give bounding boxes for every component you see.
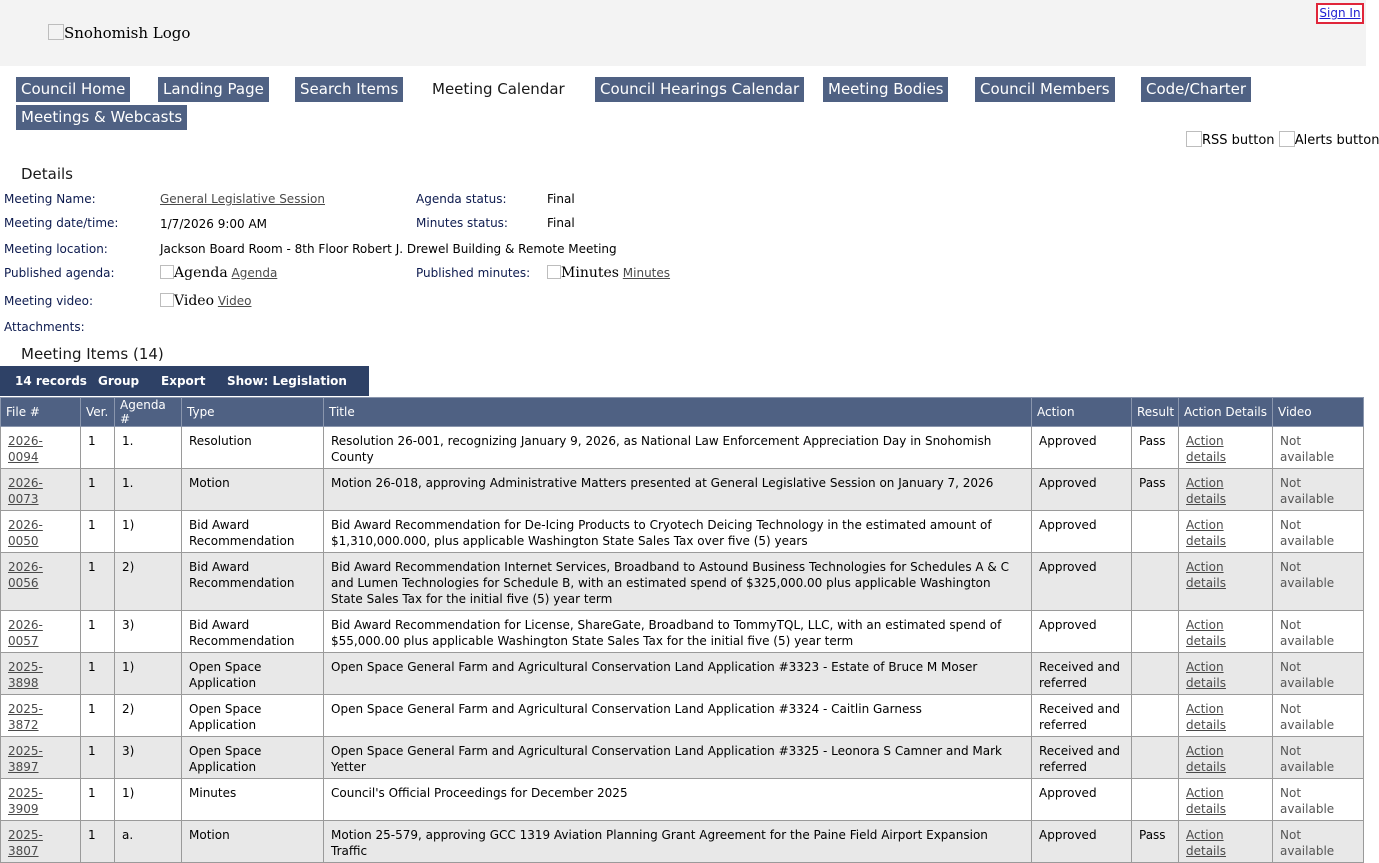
published-minutes-value <box>547 265 670 281</box>
type-cell: Open Space Application <box>182 695 324 737</box>
title-cell: Resolution 26-001, recognizing January 9, 2026, as National Law Enforcement Appreciation Day in Snohomish County <box>324 427 1032 469</box>
tab-meetings-webcasts[interactable]: Meetings & Webcasts <box>16 105 187 130</box>
action-details-link[interactable]: Action details <box>1186 476 1226 506</box>
result-cell: Pass <box>1132 469 1179 511</box>
file-number-cell <box>1 653 81 695</box>
version-cell: 1 <box>81 653 115 695</box>
action-details-cell <box>1179 511 1273 553</box>
version-cell: 1 <box>81 553 115 611</box>
agenda-number-cell: 2) <box>115 695 182 737</box>
column-action[interactable]: Action <box>1032 398 1132 427</box>
location-label: Meeting location: <box>4 242 108 256</box>
result-cell: Pass <box>1132 821 1179 863</box>
alerts-button[interactable] <box>1279 133 1379 148</box>
action-details-cell <box>1179 469 1273 511</box>
tab-meeting-bodies[interactable]: Meeting Bodies <box>823 77 948 102</box>
column-result[interactable]: Result <box>1132 398 1179 427</box>
file-number-link[interactable]: 2025-3872 <box>8 702 43 732</box>
result-cell <box>1132 737 1179 779</box>
table-row <box>1 611 1364 653</box>
agenda-number-cell: 1) <box>115 779 182 821</box>
meeting-name-link[interactable]: General Legislative Session <box>160 192 325 206</box>
table-row <box>1 427 1364 469</box>
action-cell: Approved <box>1032 553 1132 611</box>
minutes-image-alt: Minutes <box>561 265 619 281</box>
location-value: Jackson Board Room - 8th Floor Robert J. Drewel Building & Remote Meeting <box>160 242 617 256</box>
alerts-alt-text: Alerts button <box>1294 133 1379 148</box>
action-cell: Approved <box>1032 611 1132 653</box>
action-details-link[interactable]: Action details <box>1186 618 1226 648</box>
action-cell: Received and referred <box>1032 695 1132 737</box>
records-count: 14 records <box>15 374 87 388</box>
type-cell: Motion <box>182 821 324 863</box>
file-number-cell <box>1 611 81 653</box>
title-cell: Bid Award Recommendation for De-Icing Products to Cryotech Deicing Technology in the estimated amount of $1,310,000.000, plus applicable Washington State Sales Tax over five (5) years <box>324 511 1032 553</box>
video-cell: Not available <box>1273 511 1364 553</box>
action-details-link[interactable]: Action details <box>1186 518 1226 548</box>
file-number-cell <box>1 469 81 511</box>
action-details-link[interactable]: Action details <box>1186 660 1226 690</box>
file-number-cell <box>1 821 81 863</box>
action-cell: Approved <box>1032 779 1132 821</box>
tab-search-items[interactable]: Search Items <box>295 77 403 102</box>
rss-alt-text: RSS button <box>1202 133 1275 148</box>
action-details-cell <box>1179 427 1273 469</box>
title-cell: Open Space General Farm and Agricultural Conservation Land Application #3323 - Estate of Bruce M Moser <box>324 653 1032 695</box>
column-title[interactable]: Title <box>324 398 1032 427</box>
action-details-link[interactable]: Action details <box>1186 434 1226 464</box>
group-button[interactable]: Group <box>98 374 140 388</box>
agenda-number-cell: 1) <box>115 511 182 553</box>
table-header-row <box>1 398 1364 427</box>
published-agenda-value <box>160 265 277 281</box>
title-cell: Bid Award Recommendation Internet Services, Broadband to Astound Business Technologies for Schedules A & C and Lumen Technologies for Schedule B, with an estimated spend of $325,000.00 plus applicable Washington State Sales Tax for the initial five (5) year term <box>324 553 1032 611</box>
agenda-number-cell: 3) <box>115 737 182 779</box>
result-cell <box>1132 653 1179 695</box>
column-type[interactable]: Type <box>182 398 324 427</box>
tab-council-hearings-calendar[interactable]: Council Hearings Calendar <box>595 77 804 102</box>
agenda-number-cell: a. <box>115 821 182 863</box>
agenda-image-alt: Agenda <box>174 265 228 281</box>
agenda-image[interactable] <box>160 265 228 281</box>
result-cell <box>1132 511 1179 553</box>
video-image[interactable] <box>160 293 214 309</box>
file-number-cell <box>1 737 81 779</box>
rss-button[interactable] <box>1186 133 1275 148</box>
table-row <box>1 511 1364 553</box>
version-cell: 1 <box>81 611 115 653</box>
type-cell: Open Space Application <box>182 653 324 695</box>
file-number-cell <box>1 779 81 821</box>
table-row <box>1 695 1364 737</box>
action-cell: Received and referred <box>1032 653 1132 695</box>
logo-alt-text: Snohomish Logo <box>64 24 191 42</box>
datetime-value: 1/7/2026 9:00 AM <box>160 217 268 231</box>
video-cell: Not available <box>1273 611 1364 653</box>
result-cell <box>1132 611 1179 653</box>
action-details-cell <box>1179 611 1273 653</box>
meeting-name-label: Meeting Name: <box>4 192 96 206</box>
video-cell: Not available <box>1273 779 1364 821</box>
action-details-link[interactable]: Action details <box>1186 828 1226 858</box>
title-cell: Motion 25-579, approving GCC 1319 Aviation Planning Grant Agreement for the Paine Field Airport Expansion Traffic <box>324 821 1032 863</box>
video-link[interactable]: Video <box>217 294 252 308</box>
version-cell: 1 <box>81 511 115 553</box>
action-cell: Received and referred <box>1032 737 1132 779</box>
title-cell: Council's Official Proceedings for December 2025 <box>324 779 1032 821</box>
video-cell: Not available <box>1273 469 1364 511</box>
tab-council-home[interactable]: Council Home <box>16 77 130 102</box>
table-row <box>1 553 1364 611</box>
file-number-cell <box>1 427 81 469</box>
tab-landing-page[interactable]: Landing Page <box>158 77 269 102</box>
action-details-cell <box>1179 737 1273 779</box>
title-cell: Bid Award Recommendation for License, ShareGate, Broadband to TommyTQL, LLC, with an estimated spend of $55,000.00 plus applicable Washington State Sales Tax for the initial five (5) year term <box>324 611 1032 653</box>
published-agenda-label: Published agenda: <box>4 266 115 280</box>
meeting-items-table <box>0 397 1364 863</box>
broken-image-icon <box>160 265 174 279</box>
tab-meeting-calendar[interactable]: Meeting Calendar <box>432 80 565 98</box>
video-cell: Not available <box>1273 553 1364 611</box>
type-cell: Bid Award Recommendation <box>182 611 324 653</box>
minutes-image[interactable] <box>547 265 619 281</box>
meeting-video-label: Meeting video: <box>4 294 94 308</box>
action-details-cell <box>1179 779 1273 821</box>
published-minutes-label: Published minutes: <box>416 266 531 280</box>
video-cell: Not available <box>1273 427 1364 469</box>
video-cell: Not available <box>1273 653 1364 695</box>
agenda-number-cell: 1. <box>115 469 182 511</box>
result-cell <box>1132 779 1179 821</box>
type-cell: Bid Award Recommendation <box>182 553 324 611</box>
table-row <box>1 737 1364 779</box>
file-number-link[interactable]: 2026-0050 <box>8 518 43 548</box>
file-number-link[interactable]: 2026-0057 <box>8 618 43 648</box>
action-cell: Approved <box>1032 469 1132 511</box>
type-cell: Open Space Application <box>182 737 324 779</box>
action-details-cell <box>1179 821 1273 863</box>
result-cell <box>1132 553 1179 611</box>
table-row <box>1 779 1364 821</box>
title-cell: Open Space General Farm and Agricultural Conservation Land Application #3325 - Leonora S Camner and Mark Yetter <box>324 737 1032 779</box>
version-cell: 1 <box>81 695 115 737</box>
column-agenda[interactable]: Agenda # <box>115 398 182 427</box>
video-cell: Not available <box>1273 821 1364 863</box>
broken-image-icon <box>160 293 174 307</box>
column-video[interactable]: Video <box>1273 398 1364 427</box>
tab-code-charter[interactable]: Code/Charter <box>1141 77 1251 102</box>
version-cell: 1 <box>81 779 115 821</box>
show-legislation-button[interactable]: Show: Legislation <box>227 374 347 388</box>
result-cell <box>1132 695 1179 737</box>
minutes-link[interactable]: Minutes <box>622 266 671 280</box>
page-header <box>0 0 1366 66</box>
agenda-status-value: Final <box>547 192 575 206</box>
version-cell: 1 <box>81 469 115 511</box>
agenda-status-label: Agenda status: <box>416 192 507 206</box>
type-cell: Minutes <box>182 779 324 821</box>
datetime-label: Meeting date/time: <box>4 216 119 230</box>
table-row <box>1 653 1364 695</box>
action-details-cell <box>1179 695 1273 737</box>
agenda-link[interactable]: Agenda <box>231 266 278 280</box>
agenda-number-cell: 2) <box>115 553 182 611</box>
file-number-cell <box>1 553 81 611</box>
table-row <box>1 821 1364 863</box>
title-cell: Motion 26-018, approving Administrative Matters presented at General Legislative Session on January 7, 2026 <box>324 469 1032 511</box>
minutes-status-value: Final <box>547 216 575 230</box>
alerts-icon <box>1279 131 1295 147</box>
file-number-link[interactable]: 2025-3807 <box>8 828 43 858</box>
agenda-number-cell: 1) <box>115 653 182 695</box>
file-number-link[interactable]: 2026-0094 <box>8 434 43 464</box>
sign-in-link[interactable]: Sign In <box>1316 3 1364 24</box>
action-details-cell <box>1179 653 1273 695</box>
column-file[interactable]: File # <box>1 398 81 427</box>
broken-image-icon <box>547 265 561 279</box>
type-cell: Bid Award Recommendation <box>182 511 324 553</box>
tab-council-members[interactable]: Council Members <box>975 77 1115 102</box>
minutes-status-label: Minutes status: <box>416 216 508 230</box>
agenda-number-cell: 1. <box>115 427 182 469</box>
title-cell: Open Space General Farm and Agricultural Conservation Land Application #3324 - Caitlin Garness <box>324 695 1032 737</box>
agenda-number-cell: 3) <box>115 611 182 653</box>
action-cell: Approved <box>1032 821 1132 863</box>
column-action-details[interactable]: Action Details <box>1179 398 1273 427</box>
grid-toolbar <box>0 366 369 396</box>
action-details-link[interactable]: Action details <box>1186 560 1226 590</box>
feed-buttons <box>1186 131 1379 148</box>
attachments-label: Attachments: <box>4 320 85 334</box>
action-details-link[interactable]: Action details <box>1186 786 1226 816</box>
file-number-link[interactable]: 2026-0073 <box>8 476 43 506</box>
table-row <box>1 469 1364 511</box>
version-cell: 1 <box>81 427 115 469</box>
action-details-link[interactable]: Action details <box>1186 702 1226 732</box>
version-cell: 1 <box>81 821 115 863</box>
file-number-cell <box>1 511 81 553</box>
site-logo[interactable] <box>48 24 190 42</box>
details-heading: Details <box>21 165 74 183</box>
broken-image-icon <box>48 24 64 40</box>
video-cell: Not available <box>1273 737 1364 779</box>
version-cell: 1 <box>81 737 115 779</box>
rss-icon <box>1186 131 1202 147</box>
export-button[interactable]: Export <box>161 374 206 388</box>
video-cell: Not available <box>1273 695 1364 737</box>
meeting-items-heading: Meeting Items (14) <box>21 345 164 363</box>
action-details-cell <box>1179 553 1273 611</box>
type-cell: Resolution <box>182 427 324 469</box>
meeting-video-value <box>160 293 251 309</box>
action-cell: Approved <box>1032 511 1132 553</box>
result-cell: Pass <box>1132 427 1179 469</box>
column-ver[interactable]: Ver. <box>81 398 115 427</box>
file-number-link[interactable]: 2025-3898 <box>8 660 43 690</box>
type-cell: Motion <box>182 469 324 511</box>
file-number-link[interactable]: 2026-0056 <box>8 560 43 590</box>
file-number-link[interactable]: 2025-3909 <box>8 786 43 816</box>
video-image-alt: Video <box>174 293 215 309</box>
action-details-link[interactable]: Action details <box>1186 744 1226 774</box>
file-number-cell <box>1 695 81 737</box>
file-number-link[interactable]: 2025-3897 <box>8 744 43 774</box>
action-cell: Approved <box>1032 427 1132 469</box>
